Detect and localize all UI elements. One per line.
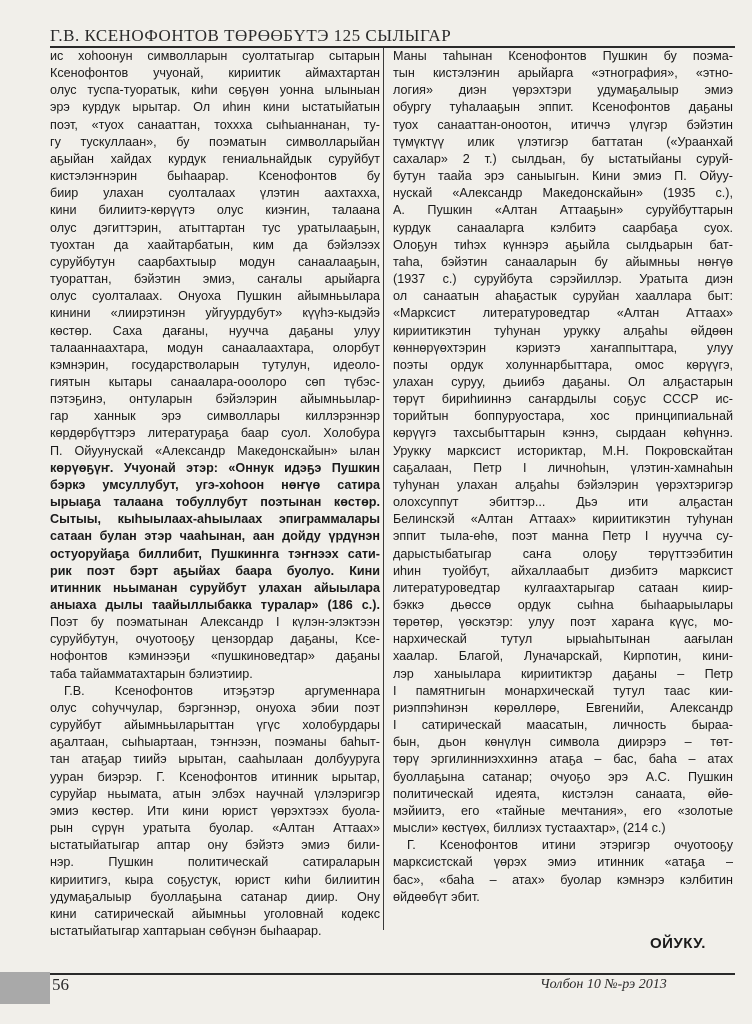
text-line: поэт, «туох санааттан, тоххха сыһыаннанан, ту- (50, 117, 380, 132)
text-line: туораттан, бэйэтин эмиэ, саҥалы арыйарга (50, 272, 380, 287)
text-line: кистэлэҥнэрин быһаарар. Ксенофонтов бу (50, 169, 380, 184)
text-line: кириитигэ, кыра соҕустук, юрист киһи билиитин (50, 872, 380, 887)
text-line: кэмнэрин, государстволарын тутулун, идеоло- (50, 357, 380, 372)
text-line: туохтан да хаайтарбатын, ким да бэйэлээх (50, 237, 380, 252)
text-line: бутун таайа эрэ саныыгын. Кини эмиэ П. Ойуу- (393, 169, 733, 184)
text-line: «Марксист литературоведтар «Алтан Аттаах» (393, 306, 733, 321)
text-line: гиятын кытары санаалара-ооолоро сөп түбэс- (50, 374, 380, 389)
text-line: Поэт бу поэматынан Александр I күлэн-элэктээн (50, 615, 380, 630)
text-line: литературоведтар кулгаахтарыгар сатаан киир- (393, 580, 733, 595)
author-signoff: ОЙУКУ. (650, 935, 706, 952)
text-line: көрдөрбүттэрэ литератураҕа баар суол. Холобура (50, 426, 380, 441)
text-line: I памятнигын монархическай тутул таас кии- (393, 683, 733, 698)
text-line: риэппэһинэн көрөллөрө, Евгенийи, Александр (393, 700, 733, 715)
text-line: А. Пушкин «Алтан Аттааҕын» суруйбуттарын (393, 203, 733, 218)
text-line: Г.В. Ксенофонтов итэҕэтэр аргуменнара (64, 683, 380, 698)
text-line: рик поэт бэрт аҕыйах баара буолуо. Кини (50, 563, 380, 578)
text-line: туһунан улахан алҕаһы бэйэлэрин үөрэхтэригэр (393, 477, 733, 492)
right-column (393, 48, 733, 906)
text-line: торийтын боппуруостара, хос принципиальнай (393, 409, 733, 424)
text-line: рын сүрүн уратыта буолар. «Алтан Аттаах» (50, 821, 380, 836)
footer-gray-block (0, 972, 50, 1004)
text-line: кини сатирическай айымньы уголовнай кодекс (50, 906, 380, 921)
column-divider (383, 48, 384, 930)
text-line: буоллаҕына сатанар; очуоҕо эрэ А.С. Пушкин (393, 769, 733, 784)
text-line: тан атаҕар тиийэ ырытан, сааһылаан долбууруга (50, 752, 380, 767)
text-line: ууран биэрэр. Г. Ксенофонтов итинник ырытар, (50, 769, 380, 784)
text-line: логия» диэн үөрэхтэри удумаҕалыыр эмиэ (393, 83, 733, 98)
text-line: нускай «Александр Македонскайын» (1935 с.), (393, 186, 733, 201)
text-line: нэр. Пушкин политическай сатираларын (50, 855, 380, 870)
text-line: обургу туһалааҕын эппит. Ксенофонтов даҕаны (393, 100, 733, 115)
text-line: кинини «лиирэтинэн уйгуурдубут» күүһэ-кыдэйэ (50, 306, 380, 321)
text-line: хаалар. Благой, Луначарскай, Кирпотин, кини- (393, 649, 733, 664)
text-line: гар ханнык эрэ символлары киллэрэннэр (50, 409, 380, 424)
text-line: (1937 с.) суруйбута сэрэйиллэр. Уратыта диэн (393, 272, 733, 287)
text-line: суруйар ньымата, атын элбэх научнай үлэлэригэр (50, 786, 380, 801)
text-line: ыстатыйатыгар аптар ону бэйэтэ эмиэ били- (50, 838, 380, 853)
text-line: Белинскэй «Алтан Аттаах» кириитикэтин туһунан (393, 512, 733, 527)
text-line: олохсуппут эбиттэр... Дьэ ити алҕастан (393, 495, 733, 510)
text-line: удумаҕалыыр буоллаҕына сатанар диир. Ону (50, 889, 380, 904)
text-line: көстөр. Саха дағаны, нуучча даҕаны улуу (50, 323, 380, 338)
text-line: таһа, бэйэтин санааларын бу айымньы нөҥүө (393, 254, 733, 269)
text-line: биир улахан суолталаах үлэтин аахтахха, (50, 186, 380, 201)
text-line: мэйиитэ, его «тайные мечтания», его «золотые (393, 803, 733, 818)
page-number: 56 (52, 975, 69, 994)
text-line: ис хоһоонун символларын суолтатыгар сытарын (50, 49, 380, 63)
running-header: Г.В. КСЕНОФОНТОВ ТӨРӨӨБҮТЭ 125 СЫЛЫГАР (50, 26, 452, 45)
text-line: Урукку марксист историктар, М.Н. Покровскайтан (393, 443, 733, 458)
text-line: Маны таһынан Ксенофонтов Пушкин бу поэма- (393, 49, 733, 63)
text-line: суруйбутун, очуотооҕу цензордар даҕаны, Ксе- (50, 632, 380, 647)
text-line: көрүүгэ тахсыбыттарын кэннэ, сырдаан көһүннэ. (393, 426, 733, 441)
text-line: аныаха дылы таайыллыбакка туралар» (186 с.). (50, 598, 380, 612)
text-line: Олоҕун тиһэх күннэрэ аҕыйла сылдьарын бат- (393, 237, 733, 252)
text-line: нофонтов кэминээҕи «пушкиноведтар» даҕаны (50, 649, 380, 664)
text-line: олус дэгиттэрин, атыттартан тус уратылааҕын, (50, 220, 380, 235)
text-line: итинник ньыманан суруйбут улахан айыылара (50, 580, 380, 595)
journal-name: Чолбон 10 №-рэ 2013 (540, 977, 667, 992)
text-line: иһин туойбут, айхаллаабыт диэбитэ марксист (393, 563, 733, 578)
text-line: талааннаахтара, модун санаалаахтара, олорбут (50, 340, 380, 355)
text-line: сатаан булан этэр чааһынан, аан дойду үрдүнэн (50, 529, 380, 544)
text-line: төрү эргилинниэххиннэ атаҕа – бас, баһа – атах (393, 752, 733, 767)
text-line: эрэ курдук ырытар. Ол иһин кини ыстатыйатын (50, 100, 380, 115)
text-line: пэтэҕинэ, онтуларын бэйэлэрин айымньылар- (50, 392, 380, 407)
text-line: көннөрүөхтэрин кэриэтэ хаҥаппыттара, улуу (393, 340, 733, 355)
text-line: эппит тыла-өһө, поэт манна Петр I нуучча су- (393, 529, 733, 544)
text-line: остуоруйаҕа биллибит, Пушкиннга тэҥнээх сати- (50, 546, 380, 561)
text-line: дарыстыбатыгар саҥа олоҕу төрүттээбитин (393, 546, 733, 561)
text-line: туох санааттан-оноотон, итиччэ үлүгэр бэйэтин (393, 117, 733, 132)
text-line: суруйбут айымньыларыттан үгүс холобурдары (50, 718, 380, 733)
text-line: өйдөөбүт эбит. (393, 889, 480, 904)
text-line: улахан суруу, дьиибэ даҕаны. Ол алҕастарын (393, 374, 733, 389)
text-line: көрүөҕүҥ. Учуонай этэр: «Оннук идэҕэ Пушкин (50, 460, 380, 475)
text-line: аҕыйан хайдах курдук гениальнайдык суруйбут (50, 151, 380, 166)
text-line: I сатирическай маасатын, личность быраа- (393, 718, 733, 733)
text-line: кини билиитэ-көрүүтэ олус киэҥин, талаана (50, 203, 380, 218)
text-line: саҕалаан, Петр I личноһын, үлэтин-хамнаһын (393, 460, 733, 475)
text-line: олус соһуччулар, бэргэннэр, онуоха эбии поэт (50, 700, 380, 715)
text-line: марксистскай үөрэх эмиэ итинник «атаҕа – (393, 855, 733, 870)
text-line: ыстатыйатыгар хаптарыан сөбүнэн быһаарар. (50, 923, 322, 938)
text-line: түмүктүү илик үлэтигэр баттатан («Ураанхай (393, 134, 733, 149)
text-line: курдук санааларга кэлбитэ саарбаҕа суох. (393, 220, 733, 235)
text-line: П. Ойуунускай «Александр Македонскайын» ылан (50, 443, 380, 458)
text-line: поэты ордук холуннарбыттара, омос көрүүгэ, (393, 357, 733, 372)
text-line: таба тайамматахтарын бэлиэтиир. (50, 666, 253, 681)
text-line: төрүт бириһииннэ саҥардылы соҕус СССР ис- (393, 392, 733, 407)
text-line: ырыаҕа талаана тобуллубут поэтынан көстөр. (50, 495, 380, 510)
text-line: суруйбутун саарбахтыыр модун санаалааҕын, (50, 254, 380, 269)
text-line: ол санаатын аһаҕастык суруйан хааллара быт: (393, 289, 733, 304)
text-line: Г. Ксенофонтов итини этэригэр очуотооҕу (407, 838, 733, 853)
footer-rule (50, 973, 735, 975)
text-line: аҕалтаан, сыһыартаан, тэҥнээн, поэманы баһыт- (50, 735, 380, 750)
text-line: олус суолталаах. Онуоха Пушкин айымньылара (50, 289, 380, 304)
text-line: бас», «баһа – атах» буолар кэмнэрэ кэлбитин (393, 872, 733, 887)
left-column (50, 48, 380, 940)
text-line: сахалар» 2 т.) сылдьан, бу ыстатыйаны суруй- (393, 151, 733, 166)
text-line: төрөтөр, үөскэтэр: улуу поэт хараҥа күүс, мо- (393, 615, 733, 630)
text-line: бэккэ дьөссө ордук сыһна быһаарыылары (393, 598, 733, 612)
text-line: нархическай тутул ырыаһытынан аағылан (393, 632, 733, 647)
text-line: политическай идеята, кистэлэн санаата, өйө- (393, 786, 733, 801)
text-line: тын кистэлэҥин арыйарга «этнография», «этно- (393, 66, 733, 81)
text-line: кириитикэтин туһунан урукку алҕаһы өйдөөн (393, 323, 733, 338)
text-line: Ксенофонтов учуонай, кириитик аймахтартан (50, 66, 380, 81)
text-line: гу тускуллаан», бу поэматын символларыйан (50, 134, 380, 149)
text-line: Сытыы, кыһыылаах-аһыылаах эпиграммалары (50, 512, 380, 527)
text-line: бын, дьон көнүлүн символа диирэрэ – төт- (393, 735, 733, 750)
text-line: эмиэ көстөр. Ити кини юрист үөрэхтээх буола- (50, 803, 380, 818)
text-line: мысли» көстүөх, биллиэх тустаахтар», (214 с.) (393, 821, 666, 836)
text-line: лэр ханыылара кириитиктэр даҕаны – Петр (393, 666, 733, 681)
text-line: бэркэ умсуллубут, угэ-хоһоон нөҥүө сатира (50, 477, 380, 492)
text-line: олус туспа-туоратык, киһи сөҕүөн уонна ылыныан (50, 83, 380, 98)
